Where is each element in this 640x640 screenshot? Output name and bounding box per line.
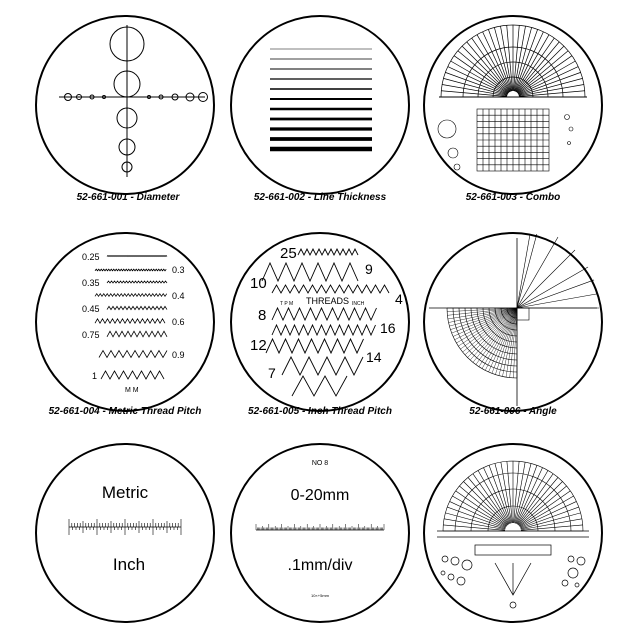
combo-drawing xyxy=(425,17,601,193)
metric-pitch-label: 0.9 xyxy=(172,350,185,360)
tpi-number: 25 xyxy=(280,245,297,262)
reticle-disc xyxy=(230,443,410,623)
inch-thread-title: THREADS xyxy=(306,296,350,306)
caption-metric-thread: 52-661-004 - Metric Thread Pitch xyxy=(48,406,202,417)
reticle-line-thickness xyxy=(230,15,420,215)
tpi-number: 10 xyxy=(250,275,267,292)
caption-diameter: 52-661-001 - Diameter xyxy=(76,192,180,203)
tpi-number: 4 xyxy=(395,291,403,307)
metric-pitch-label: 0.35 xyxy=(82,278,100,288)
caption-line-thickness: 52-661-002 - Line Thickness xyxy=(253,192,387,203)
metric-inch-drawing xyxy=(37,445,213,621)
caption-angle: 52-661-006 - Angle xyxy=(469,406,557,417)
caption-combo: 52-661-003 - Combo xyxy=(465,192,561,203)
reticle-disc xyxy=(35,15,215,195)
diameter-circles-drawing xyxy=(37,17,213,193)
metric-pitch-label: 0.4 xyxy=(172,291,185,301)
reticle-combo-2 xyxy=(423,443,613,633)
tpi-number: 8 xyxy=(258,307,267,324)
reticle-inch-thread xyxy=(230,232,420,432)
range-label: 0-20mm xyxy=(290,487,350,504)
reticle-disc xyxy=(230,15,410,195)
metric-label: Metric xyxy=(101,483,149,502)
tpi-number: 9 xyxy=(365,261,373,277)
metric-pitch-label: 0.3 xyxy=(172,265,185,275)
metric-pitch-label: 0.45 xyxy=(82,304,100,314)
tpi-number: 12 xyxy=(250,337,267,354)
reticle-code: NO 8 xyxy=(311,460,329,467)
reticle-metric-inch xyxy=(35,443,225,633)
angle-drawing xyxy=(425,234,601,410)
tpi-number: 14 xyxy=(366,349,382,365)
inch-thread-drawing xyxy=(232,234,408,410)
inch-thread-right-unit: INCH xyxy=(352,301,365,307)
reticle-disc xyxy=(423,15,603,195)
reticle-diameter xyxy=(35,15,225,215)
reticle-disc xyxy=(35,443,215,623)
reticle-combo xyxy=(423,15,613,215)
metric-pitch-label: 0.75 xyxy=(82,330,100,340)
inch-label: Inch xyxy=(112,555,146,574)
tpi-number: 16 xyxy=(380,320,396,336)
metric-pitch-label: 0.6 xyxy=(172,317,185,327)
combo-2-drawing xyxy=(425,445,601,621)
reticle-scale-0-20 xyxy=(230,443,420,633)
reticle-angle xyxy=(423,232,613,432)
division-label: .1mm/div xyxy=(287,557,353,574)
tpi-number: 7 xyxy=(268,365,276,381)
metric-pitch-label: 0.25 xyxy=(82,252,100,262)
inch-thread-left-unit: T P M xyxy=(280,301,294,307)
reticle-disc xyxy=(35,232,215,412)
reticle-metric-thread xyxy=(35,232,225,432)
reticle-disc xyxy=(423,443,603,623)
scale-0-20-drawing xyxy=(232,445,408,621)
metric-unit-label: M M xyxy=(125,387,139,394)
metric-pitch-label: 1 xyxy=(92,371,98,381)
line-thickness-drawing xyxy=(232,17,408,193)
reticle-disc xyxy=(230,232,410,412)
metric-thread-drawing xyxy=(37,234,213,410)
caption-inch-thread: 52-661-005 - Inch Thread Pitch xyxy=(248,406,392,417)
reticle-disc xyxy=(423,232,603,412)
scale-note: 10×+5mm xyxy=(310,593,330,598)
